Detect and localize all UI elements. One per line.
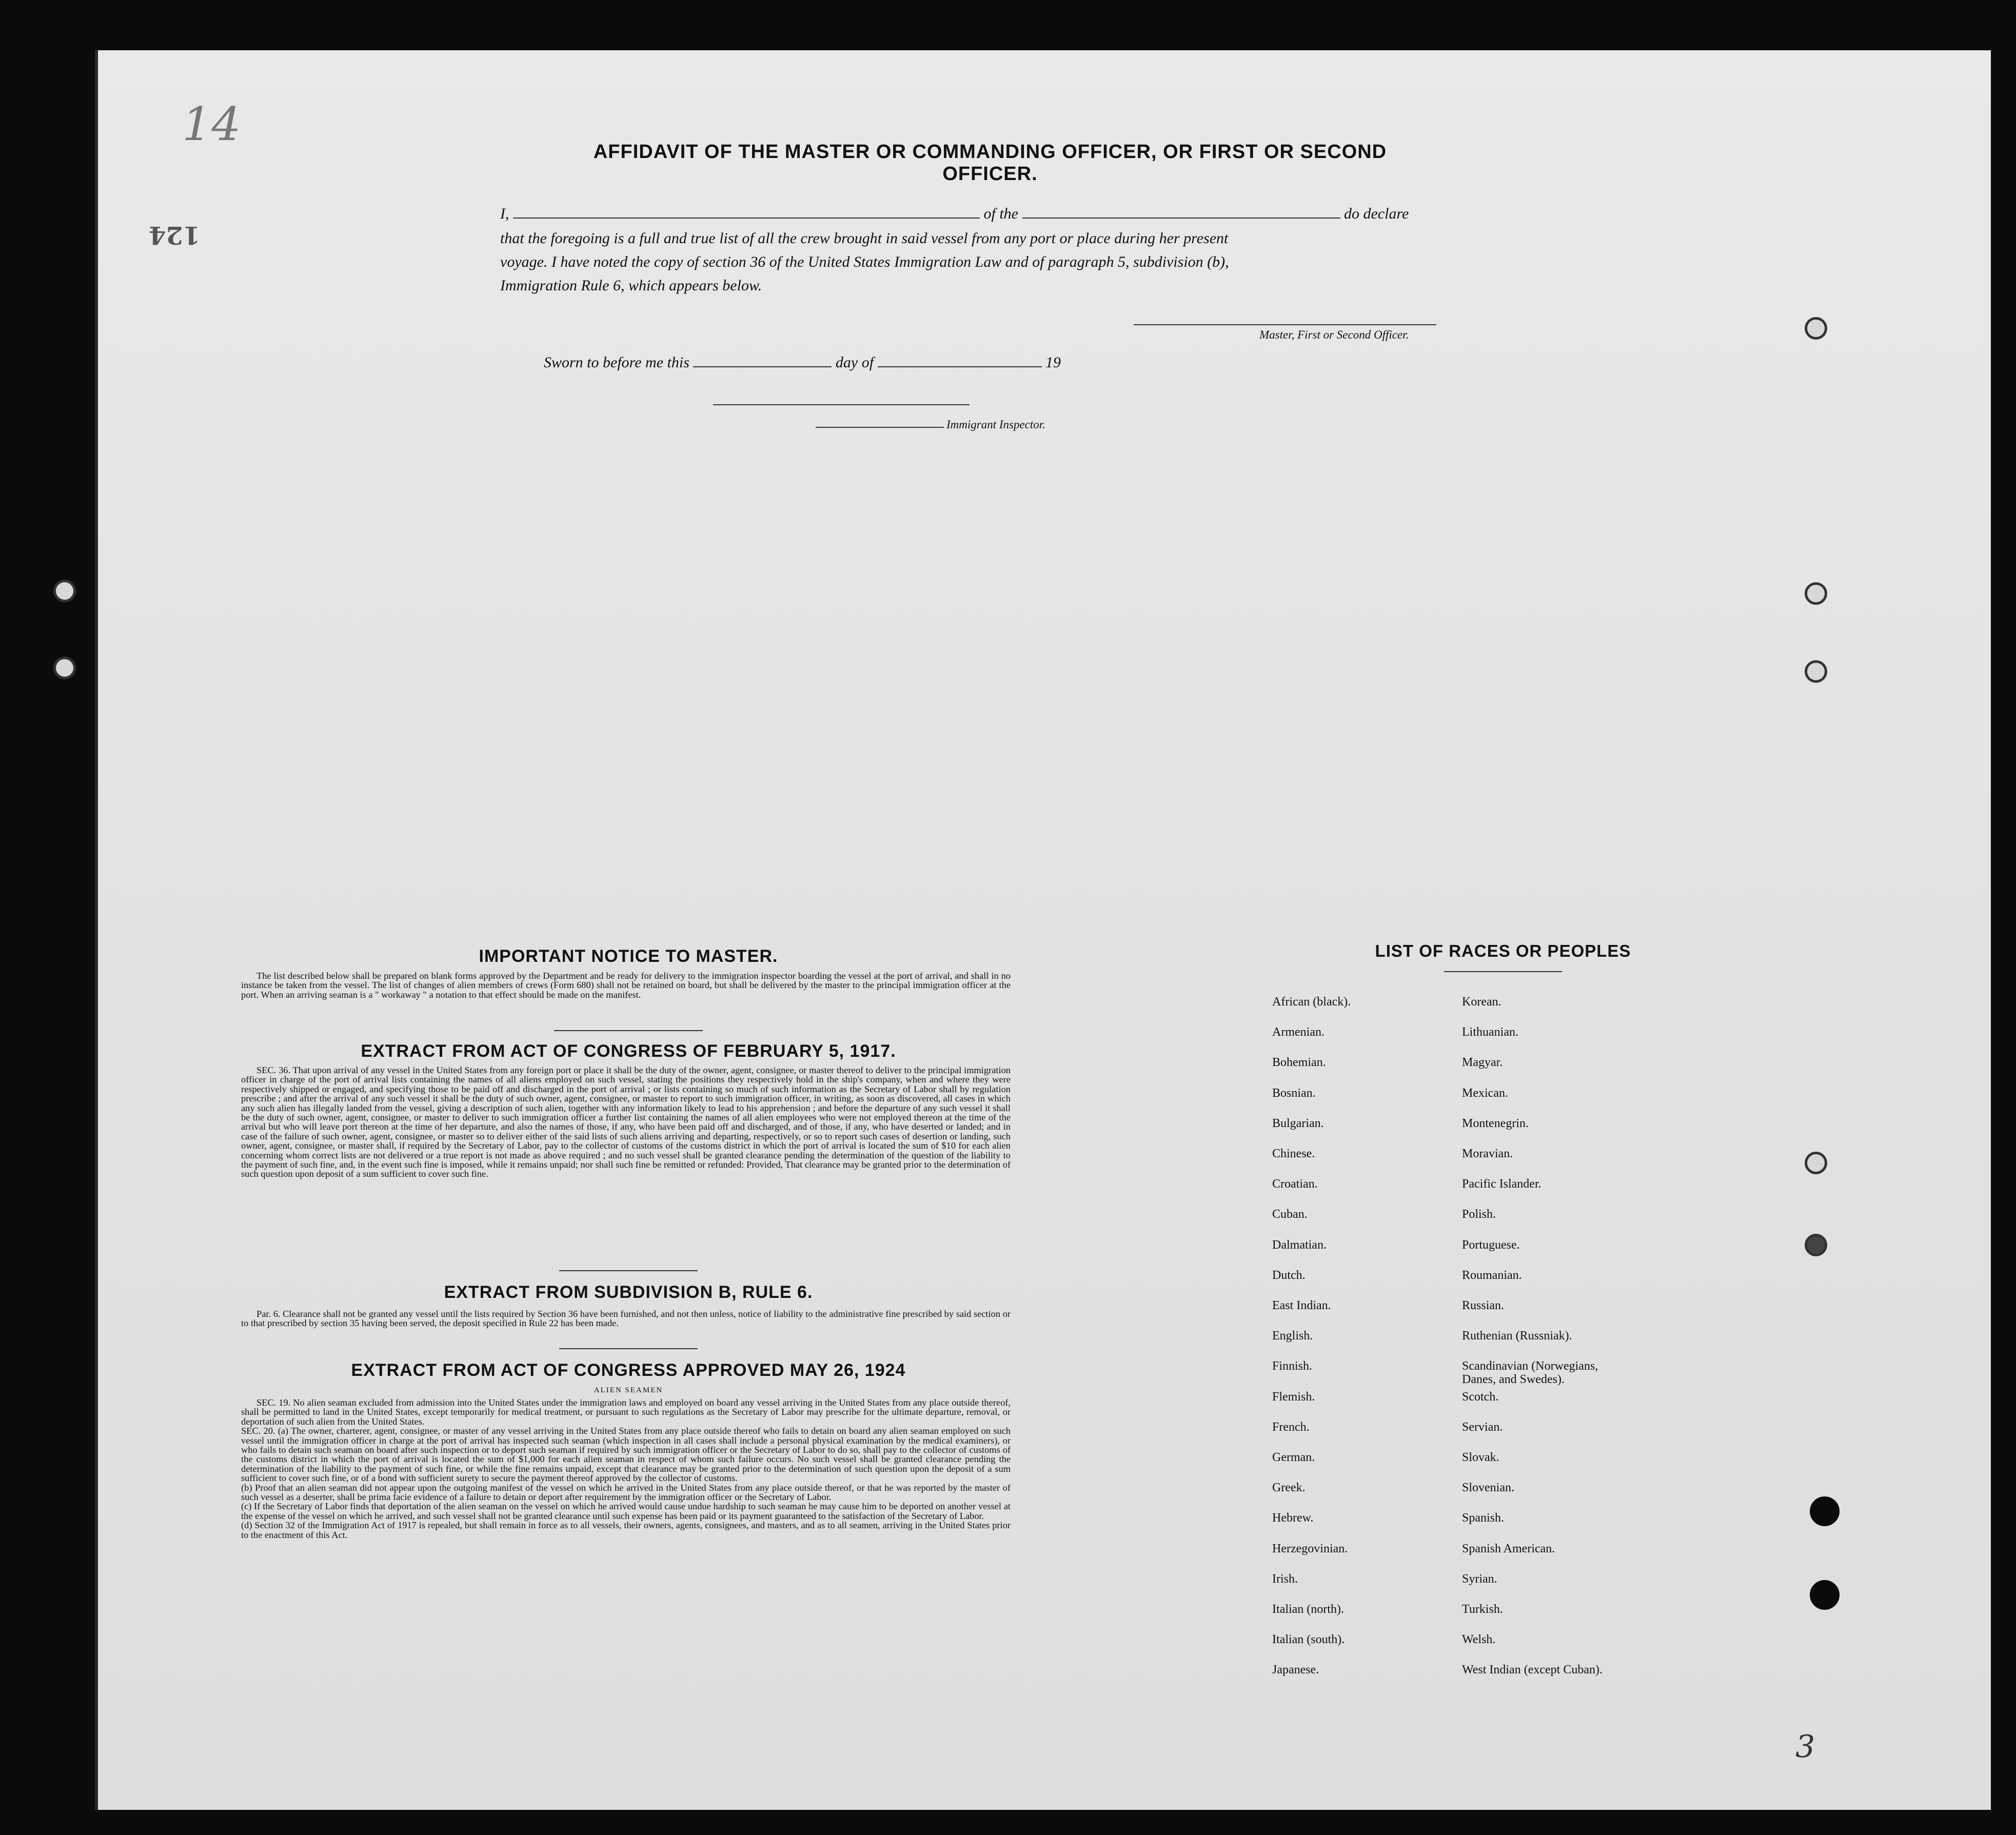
handwritten-sheet-number: 14 [182,97,241,151]
extract-1924-title: EXTRACT FROM ACT OF CONGRESS APPROVED MAY 26, 1924 [351,1360,906,1380]
extract-1924-subtitle: ALIEN SEAMEN [594,1386,663,1394]
race-left-item: Italian (south). [1272,1633,1345,1647]
stamped-page-number: 124 [149,221,201,249]
race-right-item: West Indian (except Cuban). [1462,1663,1603,1677]
inspector-signature-line[interactable] [713,404,970,405]
race-left-item: Herzegovinian. [1272,1542,1348,1555]
right-binder-hole-1 [1805,317,1827,340]
race-right-item: Welsh. [1462,1633,1496,1647]
sworn-month-blank[interactable] [878,366,1042,367]
inspector-signature-caption: Immigrant Inspector. [946,418,1045,431]
race-right-item: Polish. [1462,1208,1496,1221]
race-left-item: Flemish. [1272,1390,1315,1404]
race-right-item: Magyar. [1462,1056,1503,1070]
right-binder-hole-2 [1805,582,1827,605]
affidavit-line-3: voyage. I have noted the copy of section 36 of the United States Immigration Law and of paragraph 5, subdivision (b), [500,253,1229,270]
race-left-item: Hebrew. [1272,1511,1314,1525]
extract-rule6-title: EXTRACT FROM SUBDIVISION B, RULE 6. [444,1282,813,1302]
notice-title: IMPORTANT NOTICE TO MASTER. [479,946,778,966]
day-of-label: day of [835,354,874,371]
extract-rule6-divider [559,1348,698,1349]
affidavit-title: AFFIDAVIT OF THE MASTER OR COMMANDING OFFICER, OR FIRST OR SECOND OFFICER. [593,141,1387,185]
extract-1924-body: SEC. 19. No alien seaman excluded from admission into the United States under the immigration laws and employed on board any vessel arriving in the United States from any place outside thereof, shall be permitted to land in the United States, except temporarily for medical treatment, or pursuant to such regulations as the Secretary of Labor may prescribe for the ultimate departure, removal, or deportation of such alien from the United States. SEC. 20. (a) The owner, charterer, agent, consignee, or master of any vessel arriving in the United States from any place outside thereof who fails to detain on board any alien seaman employed on such vessel until the immigration officer in charge at the port of arrival has inspected such seaman (which inspection in all cases shall include a personal physical examination by the medical examiners), or who fails to detain such seaman on board after such inspection or to deport such seaman if required by such immigration officer or the Secretary of Labor to do so, shall pay to the collector of customs of the customs district in which the port of arrival is located the sum of $1,000 for each alien seaman in respect of whom such failure occurs. No such vessel shall be granted clearance pending the determination of the liability to the payment of such fine, or while the fine remains unpaid, except that clearance may be granted prior to the determination of such question upon the deposit of a sum sufficient to cover such fine, or of a bond with sufficient surety to secure the payment thereof approved by the collector of customs. (b) Proof that an alien seaman did not appear upon the outgoing manifest of the vessel on which he arrived in the United States from any place outside thereof, or that he was reported by the master of such vessel as a deserter, shall be prima facie evidence of a failure to detain or deport after requirement by the immigration officer or the Secretary of Labor. (c) If the Secretary of Labor finds that deportation of the alien seaman on the vessel on which he arrived would cause undue hardship to such seaman he may cause him to be deported on another vessel at the expense of the vessel on which he arrived, and such vessel shall not be granted clearance until such expense has been paid or its payment guaranteed to the satisfaction of the Secretary of Labor. (d) Section 32 of the Immigration Act of 1917 is repealed, but shall remain in force as to all vessels, their owners, agents, consignees, and masters, and as to all seamen, arriving in the United States prior to the enactment of this Act. [241,1397,1011,1540]
affidavit-line-2: that the foregoing is a full and true list of all the crew brought in said vessel from any port or place during her present [500,230,1229,247]
race-left-item: Bosnian. [1272,1086,1316,1100]
race-left-item: Bohemian. [1272,1056,1326,1070]
race-right-item: Roumanian. [1462,1268,1522,1282]
race-left-item: Irish. [1272,1572,1298,1586]
affidavit-declaration-line [500,205,1409,223]
race-right-item: Korean. [1462,995,1501,1009]
race-left-item: English. [1272,1329,1313,1343]
extract-rule6-body: Par. 6. Clearance shall not be granted any vessel until the lists required by Section 36 have been furnished, and not then unless, notice of liability to the administrative fine prescribed by said section or to that prescribed by section 35 having been served, the deposit specified in Rule 22 has been made. [241,1309,1011,1329]
sworn-line [544,354,1061,371]
race-right-item: Turkish. [1462,1603,1503,1616]
sworn-day-blank[interactable] [693,366,832,367]
left-binder-hole-1 [41,226,71,255]
extract-1917-title: EXTRACT FROM ACT OF CONGRESS OF FEBRUARY 5, 1917. [361,1041,896,1061]
race-left-item: German. [1272,1451,1315,1464]
notice-divider [554,1030,703,1031]
race-right-item: Russian. [1462,1299,1505,1312]
race-right-item: Slovenian. [1462,1481,1514,1495]
race-right-item: Slovak. [1462,1451,1499,1464]
left-binder-hole-2 [53,580,76,602]
race-right-item: Servian. [1462,1420,1503,1434]
handwritten-corner-number: 3 [1795,1729,1815,1765]
vessel-name-blank[interactable] [1022,218,1340,219]
document-sheet [95,50,1991,1810]
race-right-item: Portuguese. [1462,1238,1520,1252]
race-left-item: Armenian. [1272,1025,1325,1039]
race-left-item: Croatian. [1272,1177,1318,1191]
race-right-item: Spanish. [1462,1511,1505,1525]
race-left-item: Bulgarian. [1272,1116,1324,1130]
races-title: LIST OF RACES OR PEOPLES [1375,941,1631,960]
affidavit-line-4: Immigration Rule 6, which appears below. [500,277,762,294]
race-right-item: Scotch. [1462,1390,1499,1404]
extract-1917-body: SEC. 36. That upon arrival of any vessel in the United States from any foreign port or place it shall be the duty of the owner, agent, consignee, or master thereof to deliver to the principal immigration officer in charge of the port of arrival lists containing the names of all aliens employed on such vessel, stating the positions they respectively hold in the ship's company, when and where they were respectively shipped or engaged, and specifying those to be paid off and discharged in the port of arrival ; or lists containing so much of such information as the Secretary of Labor shall by regulation prescribe ; and after the arrival of any such vessel it shall be the duty of such owner, agent, consignee, or master to report to such immigration officer, in writing, as soon as discovered, all cases in which any such alien has illegally landed from the vessel, giving a description of such alien, together with any information likely to lead to his apprehension ; and before the departure of any such vessel it shall be the duty of such owner, agent, consignee, or master to deliver to such immigration officer a further list containing the names of all alien employees who were not employed thereon at the time of the arrival but who will leave port thereon at the time of her departure, and also the names of those, if any, who have been paid off and discharged, and of those, if any, who have deserted or landed; and in case of the failure of such owner, agent, consignee, or master so to deliver either of the said lists of such aliens arriving and departing, respectively, or so to report such cases of desertion or landing, such owner, agent, consignee, or master shall, if required by the Secretary of Labor, pay to the collector of customs of the customs district in which the port of arrival is located the sum of $10 for each alien concerning whom correct lists are not delivered or a true report is not made as above required ; and no such vessel shall be granted clearance pending the determination of the question of the liability to the payment of such fine, and, in the event such fine is imposed, while it remains unpaid; nor shall such fine be remitted or refunded: Provided, That clearance may be granted prior to the determination of such question upon deposit of a sum sufficient to cover such fine. [241,1065,1011,1179]
affidavit-of-the-label: of the [983,205,1018,222]
left-binder-hole-3 [53,657,76,679]
race-left-item: Cuban. [1272,1208,1308,1221]
master-name-blank[interactable] [513,218,980,219]
race-right-item: Syrian. [1462,1572,1497,1586]
right-binder-hole-5 [1805,1234,1827,1256]
race-right-item: Scandinavian (Norwegians, Danes, and Swedes). [1462,1359,1598,1387]
inspector-caption-rule [816,427,944,428]
race-left-item: French. [1272,1420,1310,1434]
race-left-item: East Indian. [1272,1299,1331,1312]
race-left-item: African (black). [1272,995,1351,1009]
race-right-item: Lithuanian. [1462,1025,1518,1039]
race-left-item: Dalmatian. [1272,1238,1327,1252]
master-signature-caption: Master, First or Second Officer. [1259,328,1409,341]
race-left-item: Chinese. [1272,1147,1315,1160]
extract-1917-divider [559,1270,698,1271]
race-right-item: Moravian. [1462,1147,1513,1160]
race-left-item: Italian (north). [1272,1603,1344,1616]
race-left-item: Dutch. [1272,1268,1306,1282]
right-binder-hole-4 [1805,1152,1827,1174]
master-signature-line[interactable] [1134,324,1436,325]
right-binder-hole-6 [1810,1496,1840,1526]
right-binder-hole-7 [1810,1580,1840,1610]
affidavit-do-declare-label: do declare [1344,205,1409,222]
race-right-item: Ruthenian (Russniak). [1462,1329,1572,1343]
race-left-item: Finnish. [1272,1359,1313,1373]
year-prefix: 19 [1045,354,1061,371]
race-right-item: Mexican. [1462,1086,1508,1100]
race-left-item: Japanese. [1272,1663,1319,1677]
right-binder-hole-3 [1805,660,1827,683]
affidavit-i-label: I, [500,205,509,222]
race-right-item: Pacific Islander. [1462,1177,1541,1191]
race-right-item: Spanish American. [1462,1542,1555,1555]
notice-body: The list described below shall be prepared on blank forms approved by the Department and be ready for delivery to the immigration inspector boarding the vessel at the port of arrival, and shall in no instance be taken from the vessel. The list of changes of alien members of crews (Form 680) shall not be retained on board, but shall be delivered by the master to the principal immigration officer at the port. When an arriving seaman is a " workaway " a notation to that effect should be made on the manifest. [241,971,1011,1000]
races-title-rule [1444,971,1562,972]
race-right-item: Montenegrin. [1462,1116,1529,1130]
race-left-item: Greek. [1272,1481,1306,1495]
sworn-label: Sworn to before me this [544,354,689,371]
